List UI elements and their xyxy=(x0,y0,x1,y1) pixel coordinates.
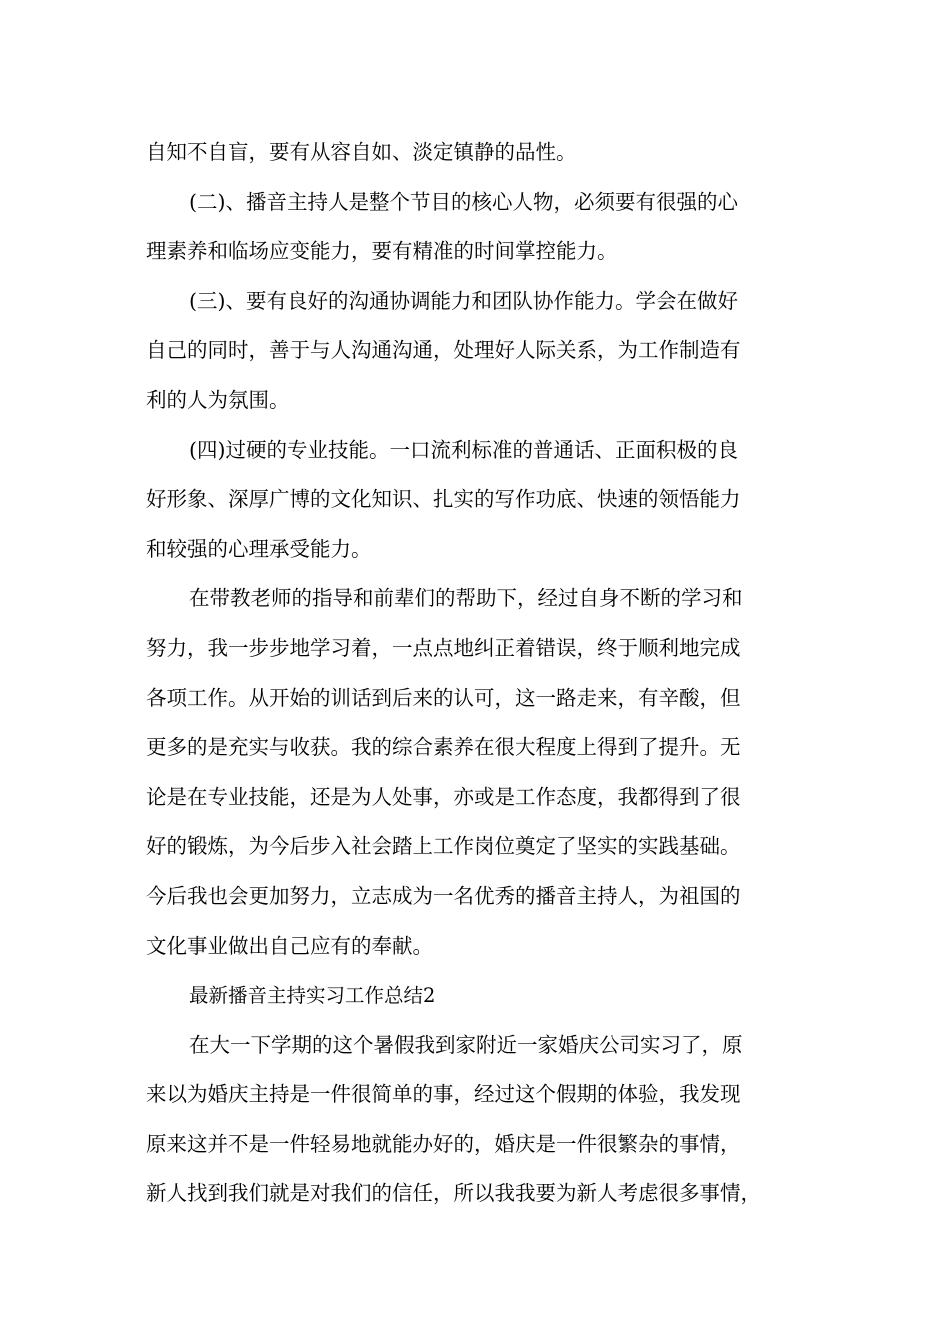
text-line: 更多的是充实与收获。我的综合素养在很大程度上得到了提升。无 xyxy=(146,735,741,760)
text-line: 好形象、深厚广博的文化知识、扎实的写作功底、快速的领悟能力 xyxy=(146,487,741,512)
text-line: 文化事业做出自己应有的奉献。 xyxy=(146,933,433,958)
paragraph-item-three xyxy=(146,277,826,426)
text-line: 自知不自盲，要有从容自如、淡定镇静的品性。 xyxy=(146,140,577,164)
text-line: 原来这并不是一件轻易地就能办好的，婚庆是一件很繁杂的事情， xyxy=(146,1131,741,1156)
text-line: 各项工作。从开始的训话到后来的认可，这一路走来，有辛酸，但 xyxy=(146,685,741,710)
paragraph-item-four xyxy=(146,426,826,575)
paragraph-summary xyxy=(146,574,826,971)
document-body xyxy=(146,128,826,1219)
text-line: 和较强的心理承受能力。 xyxy=(146,536,372,561)
text-line: (二)、播音主持人是整个节目的核心人物，必须要有很强的心 xyxy=(189,189,738,214)
text-line: 理素养和临场应变能力，要有精准的时间掌控能力。 xyxy=(146,239,618,264)
heading-text: 最新播音主持实习工作总结2 xyxy=(189,984,436,1008)
paragraph-item-two xyxy=(146,178,826,277)
text-line: 论是在专业技能，还是为人处事，亦或是工作态度，我都得到了很 xyxy=(146,784,741,809)
text-line: 自己的同时，善于与人沟通沟通，处理好人际关系，为工作制造有 xyxy=(146,338,741,363)
section-heading xyxy=(146,971,826,1021)
text-line: 努力，我一步步地学习着，一点点地纠正着错误，终于顺利地完成 xyxy=(146,635,741,660)
paragraph-wedding-internship xyxy=(146,1021,826,1219)
text-line: 好的锻炼，为今后步入社会踏上工作岗位奠定了坚实的实践基础。 xyxy=(146,834,741,859)
text-line: (三)、要有良好的沟通协调能力和团队协作能力。学会在做好 xyxy=(189,288,738,313)
text-line: (四)过硬的专业技能。一口流利标准的普通话、正面积极的良 xyxy=(189,437,738,462)
text-line: 利的人为氛围。 xyxy=(146,387,290,412)
text-line: 来以为婚庆主持是一件很简单的事，经过这个假期的体验，我发现 xyxy=(146,1082,741,1107)
paragraph-continuation xyxy=(146,128,826,178)
text-line: 新人找到我们就是对我们的信任，所以我我要为新人考虑很多事情， xyxy=(146,1181,761,1206)
text-line: 在带教老师的指导和前辈们的帮助下，经过自身不断的学习和 xyxy=(189,586,743,611)
text-line: 今后我也会更加努力，立志成为一名优秀的播音主持人，为祖国的 xyxy=(146,883,741,908)
text-line: 在大一下学期的这个暑假我到家附近一家婚庆公司实习了，原 xyxy=(189,1032,743,1057)
